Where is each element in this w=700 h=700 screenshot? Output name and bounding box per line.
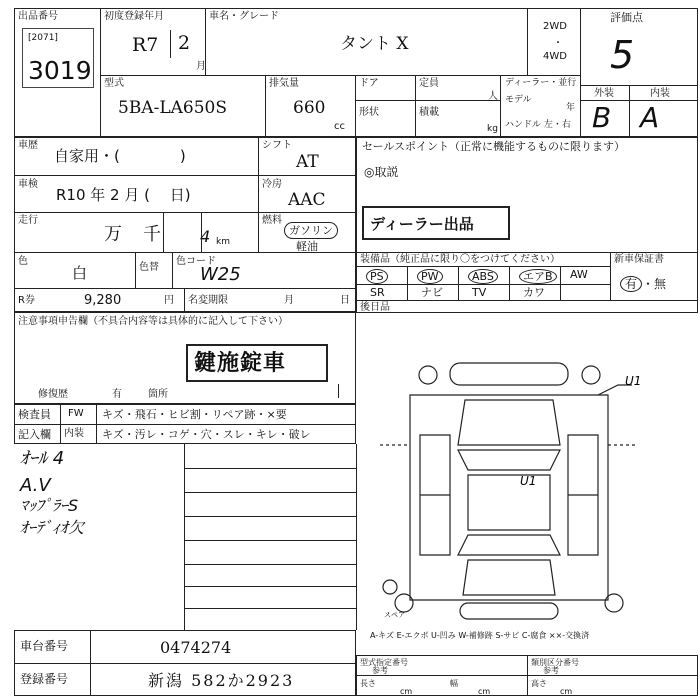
body-outline (410, 395, 608, 600)
name-change-label: 名変期限 (188, 295, 228, 306)
drive-4wd: 4WD (543, 51, 567, 62)
equipment-item-r2-1: ナビ (421, 286, 443, 299)
mileage-label: 走行 (18, 215, 38, 226)
transmission: AT (296, 152, 319, 172)
interior-label: 内装 (650, 88, 670, 99)
equipment-label: 装備品（純正品に限り〇をつけてください） (360, 254, 560, 265)
front-right-tire (582, 366, 600, 384)
interior-checklist: キズ・汚レ・コゲ・穴・スレ・キレ・破レ (102, 428, 311, 441)
dealer-label: ディーラー・並行 (505, 78, 577, 88)
shift-label: シフト (262, 140, 292, 151)
mileage-sen-unit: 千 (143, 224, 161, 245)
sales-point-label: セールスポイント（正常に機能するものに限ります） (362, 140, 626, 153)
inspection-date: R10 年 2 月 ( 日) (56, 186, 191, 204)
exterior-grade: B (592, 101, 612, 134)
first-registration-label: 初度登録年月 (104, 11, 164, 22)
width-label: 幅 (450, 679, 458, 688)
fuel-diesel: 軽油 (296, 240, 318, 253)
overall-grade: 5 (610, 33, 635, 77)
usage-history: 自家用・( ) (54, 147, 186, 165)
width-cm-unit: cm (478, 687, 491, 696)
km-unit: km (216, 237, 230, 247)
rear-right-tire (605, 594, 623, 612)
person-unit: 人 (488, 91, 498, 102)
displacement-label: 排気量 (269, 78, 299, 89)
hood (458, 400, 560, 445)
shape-label: 形状 (359, 107, 379, 118)
fuel-label: 燃料 (262, 215, 282, 226)
warranty-no: ・無 (642, 277, 667, 291)
equipment-item-0: PS (366, 269, 388, 284)
rear-glass (458, 535, 560, 555)
color-value: 白 (72, 264, 88, 282)
length-label: 長さ (360, 679, 376, 688)
spare-label: スペア (384, 611, 405, 619)
model-code: 5BA-LA650S (118, 98, 227, 118)
registration-number: 新潟 582か2923 (148, 671, 295, 690)
displacement: 660 (293, 98, 326, 118)
dealer-stamp: ディーラー出品 (370, 215, 474, 233)
load-label: 積載 (419, 107, 439, 118)
front-bumper (450, 363, 568, 385)
lot-number: 3019 (28, 56, 92, 85)
lot-sub-code: [2071] (28, 33, 58, 43)
r-coupon-label: R券 (18, 295, 35, 306)
warranty-yes: 有 (620, 276, 642, 292)
car-name: タント X (340, 34, 409, 54)
name-change-month: 月 (284, 295, 294, 306)
kg-unit: kg (487, 124, 498, 134)
ac-label: 冷房 (262, 179, 282, 190)
drive-separator: ・ (553, 38, 563, 49)
designated-ref-label: 参考 (372, 666, 388, 675)
air-conditioning: AAC (288, 190, 326, 210)
history-label: 車歴 (18, 140, 38, 151)
category-ref-label: 参考 (543, 666, 559, 675)
height-cm-unit: cm (560, 687, 573, 696)
notes-label: 注意事項申告欄（不具合内容等は具体的に記入して下さい） (18, 316, 288, 327)
handwritten-note-4: ｵｰﾃﾞｨｵ欠 (20, 518, 85, 537)
color-code: W25 (200, 264, 241, 285)
color-swap-label: 色替 (139, 262, 159, 273)
exterior-label: 外装 (594, 88, 614, 99)
first-registration-era: R7 (132, 34, 159, 56)
mileage-value: 4 (200, 227, 211, 246)
length-cm-unit: cm (400, 687, 413, 696)
equipment-item-3: エアB (519, 269, 557, 284)
inspector-label: 検査員 (18, 408, 51, 421)
designated-number-label: 型式指定番号 (360, 658, 408, 667)
repair-history-value: 有 (112, 389, 122, 400)
equipment-item-r2-2: TV (472, 286, 487, 299)
equipment-item-4: AW (570, 268, 588, 281)
color-label: 色 (18, 256, 28, 267)
repair-history-label: 修復歴 (38, 389, 68, 400)
equipment-item-1: PW (417, 269, 443, 284)
windshield (458, 450, 560, 470)
fuel-gasoline: ガソリン (284, 222, 338, 239)
rear-hatch (463, 560, 555, 595)
rear-bumper (460, 603, 558, 619)
mileage-man-unit: 万 (104, 224, 122, 245)
capacity-label: 定員 (419, 78, 439, 89)
equipment-item-r2-3: カワ (523, 286, 545, 299)
vehicle-damage-diagram (370, 355, 670, 625)
equipment-item-2: ABS (468, 269, 498, 284)
handwritten-note-1: ｵｰﾙ 4 (20, 448, 65, 469)
yen-unit: 円 (164, 295, 174, 306)
name-change-day: 日 (340, 295, 350, 306)
first-registration-month: 2 (178, 32, 191, 54)
month-unit: 月 (196, 61, 206, 72)
warranty-options (620, 276, 666, 292)
handle-label: ハンドル 左・右 (505, 120, 571, 130)
color-code-label: 色コード (176, 256, 216, 267)
spare-tire (383, 580, 397, 594)
damage-mark-front-right: U1 (625, 374, 642, 388)
model-year-label: モデル (505, 95, 532, 105)
car-name-label: 車名・グレード (209, 11, 279, 22)
inspection-label: 車検 (18, 179, 38, 190)
fw-label: FW (68, 408, 84, 419)
handwritten-note-2: A.V (20, 475, 51, 496)
handwritten-note-3: ﾏｯﾌﾟﾗｰS (20, 496, 79, 515)
drive-2wd: 2WD (543, 21, 567, 32)
repair-location-label: 箇所 (148, 389, 168, 400)
interior-grade: A (640, 101, 660, 134)
category-number-label: 類別区分番号 (531, 658, 579, 667)
chassis-number: 0474274 (160, 638, 232, 657)
chassis-label: 車台番号 (20, 639, 69, 653)
roof (468, 475, 550, 530)
front-left-tire (419, 366, 437, 384)
rear-left-tire (395, 594, 413, 612)
rear-seat-label: 後日品 (360, 302, 390, 313)
locked-stamp-box (186, 344, 328, 382)
height-label: 高さ (531, 679, 547, 688)
equipment-item-r2-0: SR (370, 286, 385, 299)
damage-legend: A-キズ E-エクボ U-凹み W-補修跡 S-サビ C-腐食 ××-交換済 (370, 631, 590, 640)
dealer-stamp-box (362, 206, 510, 240)
damage-mark-roof: U1 (520, 474, 537, 488)
locked-stamp: 鍵施錠車 (194, 351, 287, 376)
lot-number-label: 出品番号 (18, 11, 58, 22)
door-label: ドア (359, 78, 379, 89)
interior-check-label: 内装 (64, 428, 84, 439)
registration-label: 登録番号 (20, 672, 69, 686)
warranty-label: 新車保証書 (614, 254, 664, 265)
model-code-label: 型式 (104, 78, 124, 89)
cc-unit: cc (334, 121, 345, 132)
grade-label: 評価点 (610, 11, 643, 24)
year-unit: 年 (566, 103, 576, 113)
sales-point-manual: ◎取説 (364, 165, 399, 179)
entry-label: 記入欄 (18, 428, 51, 441)
r-coupon-value: 9,280 (84, 293, 122, 308)
fw-checklist: キズ・飛石・ヒビ割・リペア跡・×要 (102, 408, 287, 421)
